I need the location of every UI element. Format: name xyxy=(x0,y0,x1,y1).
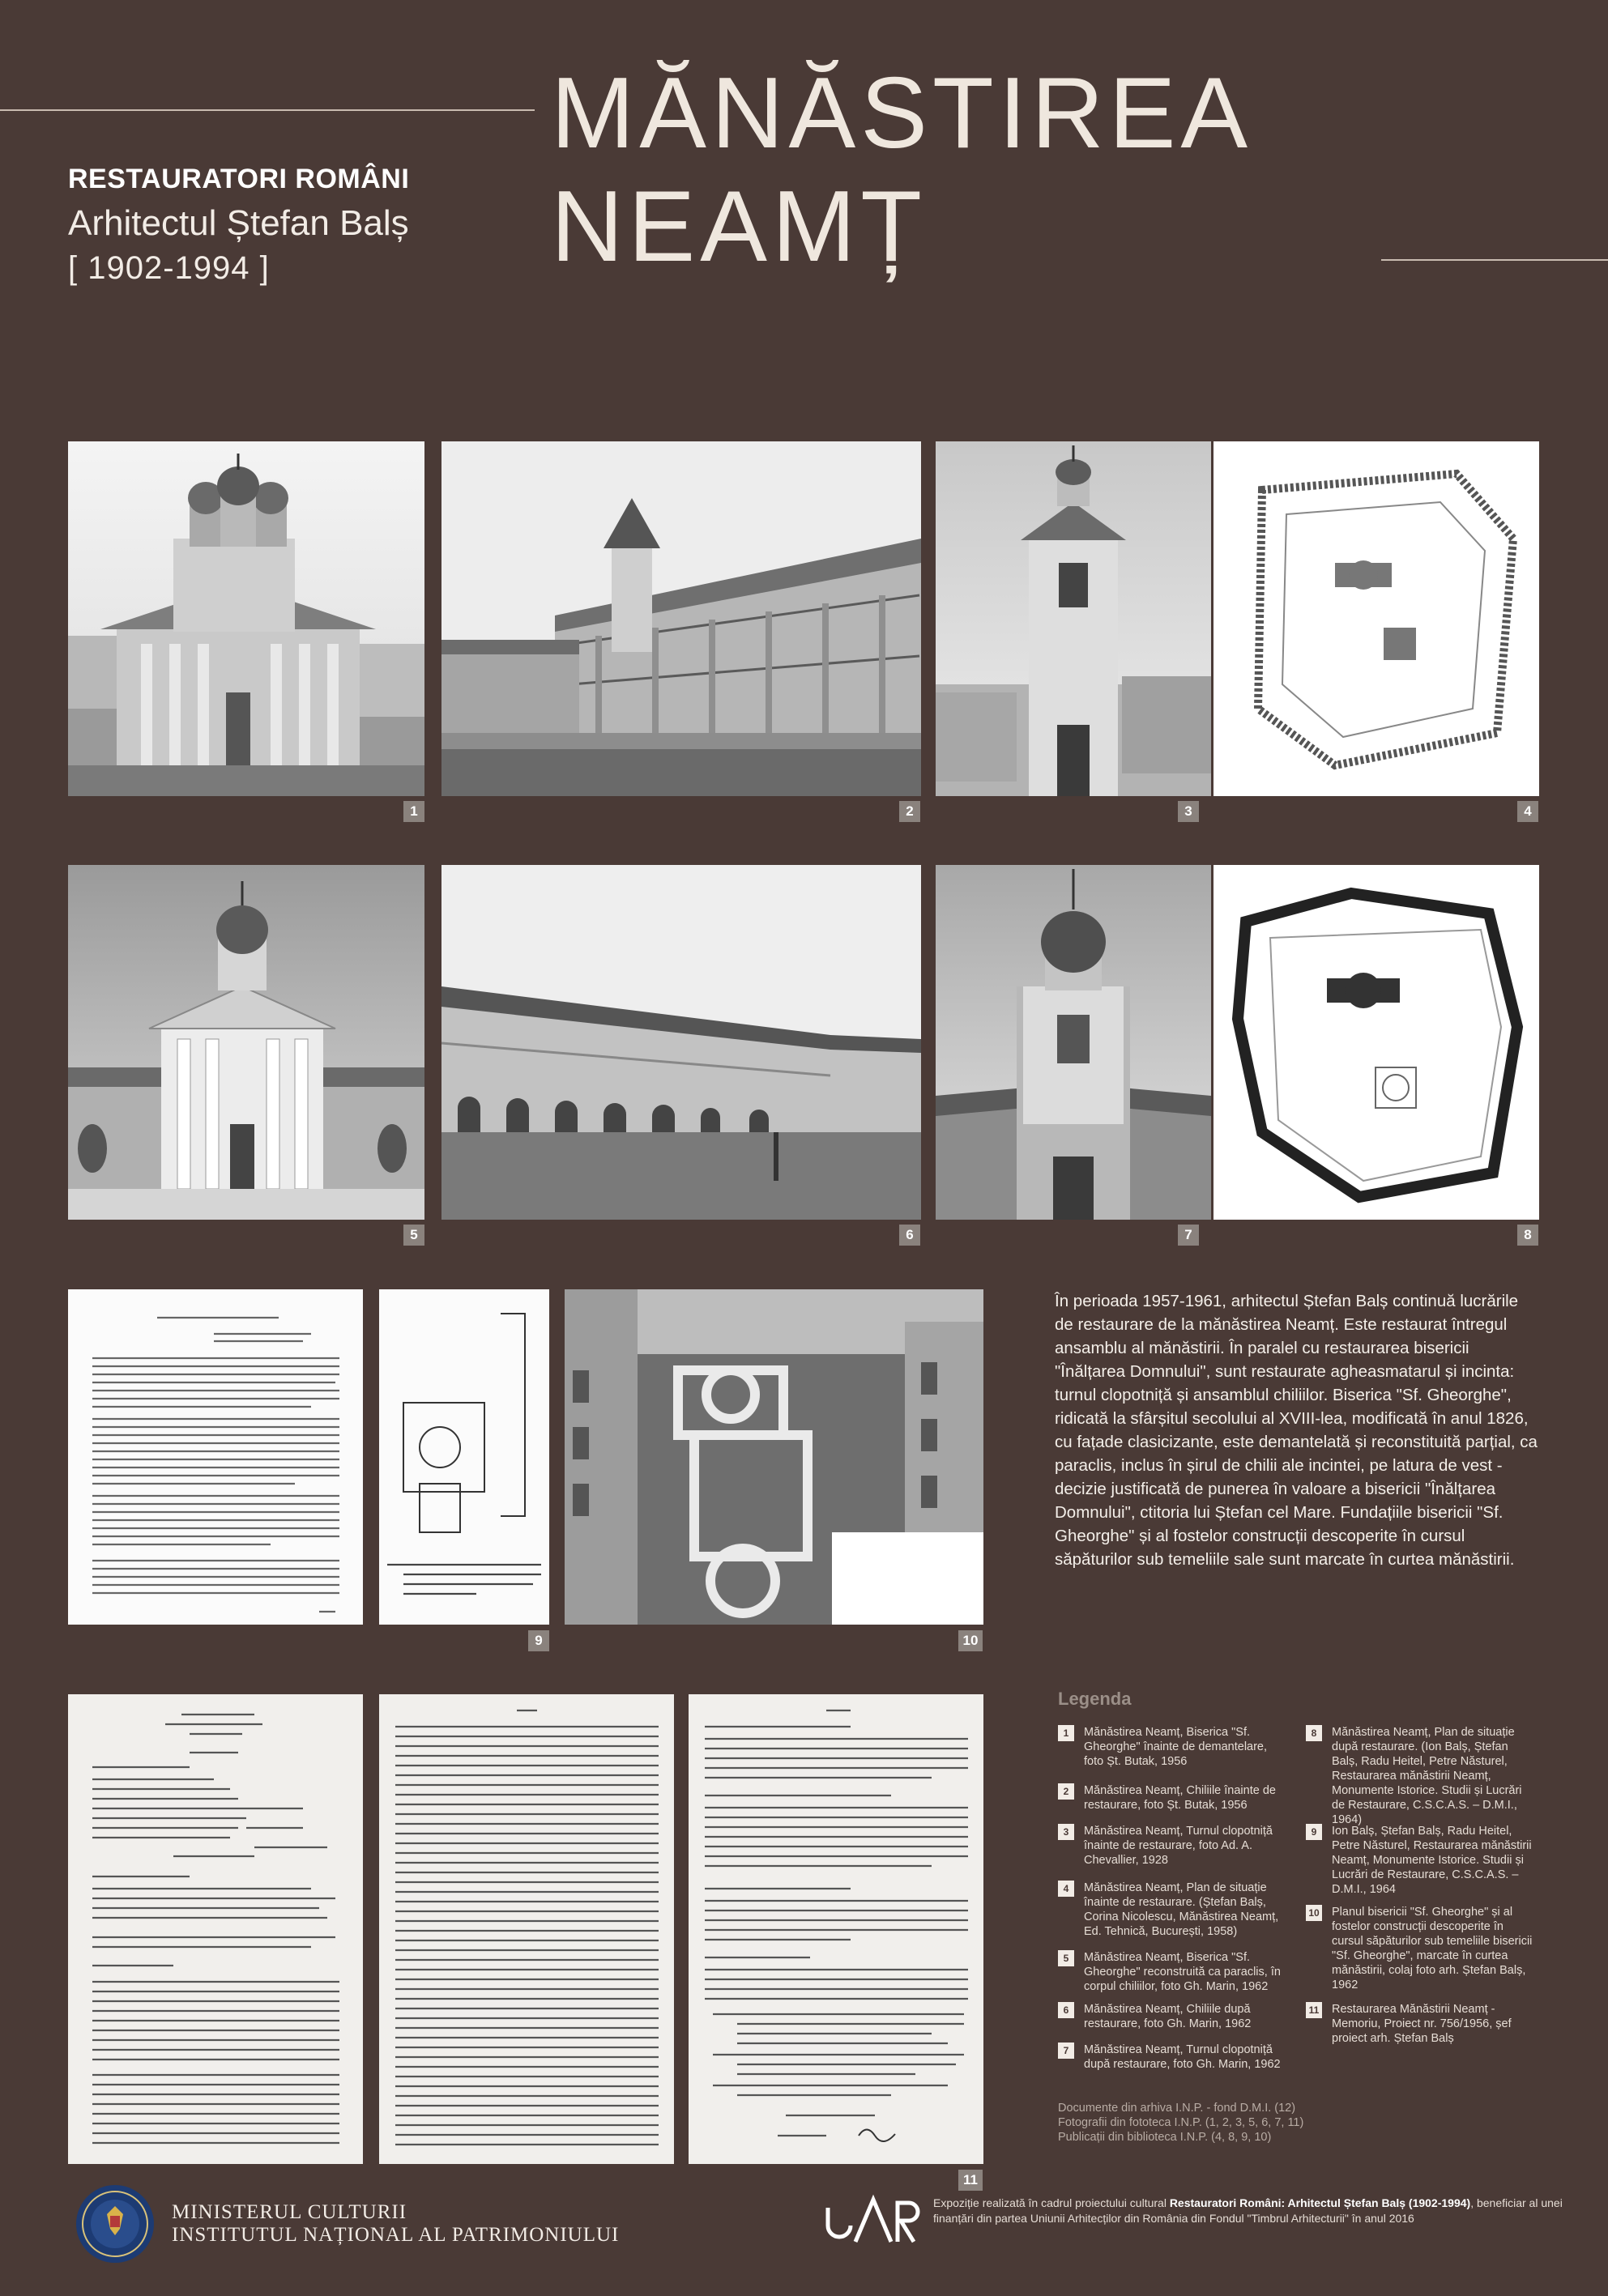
legend-item-9 xyxy=(1306,1824,1533,1897)
photo-9a-typed-page xyxy=(68,1289,363,1625)
legend-number-1: 1 xyxy=(1058,1725,1074,1741)
photo-11b-memoriu-page-2 xyxy=(379,1694,674,2164)
ministry-line-2: INSTITUTUL NAȚIONAL AL PATRIMONIULUI xyxy=(172,2224,620,2246)
legend-item-5 xyxy=(1058,1950,1285,1994)
photo-9b-plan-figure xyxy=(379,1289,549,1625)
photo-number-2: 2 xyxy=(899,801,920,822)
architect-years: [ 1902-1994 ] xyxy=(68,250,270,286)
source-line-1: Documente din arhiva I.N.P. - fond D.M.I. (12) xyxy=(1058,2102,1296,2115)
series-title: RESTAURATORI ROMÂNI xyxy=(68,164,410,194)
legend-number-4: 4 xyxy=(1058,1881,1074,1897)
legend-text-1: Mănăstirea Neamț, Biserica "Sf. Gheorghe" înainte de demantelare, foto Șt. Butak, 1956 xyxy=(1084,1726,1268,1768)
legend-item-7 xyxy=(1058,2043,1285,2072)
legend-item-11 xyxy=(1306,2002,1533,2046)
header-left xyxy=(68,164,409,287)
photo-number-3: 3 xyxy=(1178,801,1199,822)
source-line-2: Fotografii din fototeca I.N.P. (1, 2, 3, 5, 6, 7, 11) xyxy=(1058,2116,1304,2129)
title-line-1: MĂNĂSTIREA xyxy=(551,58,1253,169)
photo-8-site-plan-after xyxy=(1213,865,1539,1220)
legend-number-6: 6 xyxy=(1058,2002,1074,2018)
page-title xyxy=(551,57,1252,283)
photo-number-8: 8 xyxy=(1517,1225,1538,1246)
legend-item-6 xyxy=(1058,2002,1285,2031)
legend-number-9: 9 xyxy=(1306,1824,1322,1840)
legend-item-3 xyxy=(1058,1824,1285,1868)
legend-text-4: Mănăstirea Neamț, Plan de situație înainte de restaurare. (Ștefan Balș, Corina Nicolescu, Mănăstirea Neamț, Ed. Tehnică, București, 1958) xyxy=(1084,1881,1279,1938)
title-line-2: NEAMȚ xyxy=(551,171,927,283)
ministry-line-1: MINISTERUL CULTURII xyxy=(172,2201,407,2223)
legend-number-2: 2 xyxy=(1058,1783,1074,1800)
ministry-name xyxy=(172,2201,619,2247)
photo-1-church-before xyxy=(68,441,424,796)
legend-item-4 xyxy=(1058,1881,1285,1939)
inp-seal-logo xyxy=(75,2183,156,2264)
photo-3-bell-tower-before xyxy=(936,441,1211,796)
legend-text-11: Restaurarea Mănăstirii Neamț - Memoriu, Proiect nr. 756/1956, șef proiect arh. Ștefan Balș xyxy=(1332,2003,1512,2045)
legend-number-11: 11 xyxy=(1306,2002,1322,2018)
photo-number-11: 11 xyxy=(958,2170,983,2191)
photo-number-4: 4 xyxy=(1517,801,1538,822)
legend-text-10: Planul bisericii "Sf. Gheorghe" și al fostelor construcții descoperite în cursul săpăturilor sub temeliile bisericii "Sf. Gheorghe", marcate în curtea mănăstirii, colaj foto arh. Ștefan Balș, 1962 xyxy=(1332,1906,1533,1991)
source-line-3: Publicații din biblioteca I.N.P. (4, 8, 9, 10) xyxy=(1058,2131,1272,2144)
legend-number-3: 3 xyxy=(1058,1824,1074,1840)
architect-name: Arhitectul Ștefan Balș xyxy=(68,203,409,243)
legend-number-8: 8 xyxy=(1306,1725,1322,1741)
photo-6-cells-after xyxy=(441,865,921,1220)
legend-text-6: Mănăstirea Neamț, Chiliile după restaurare, foto Gh. Marin, 1962 xyxy=(1084,2003,1252,2030)
footer-note-project: Restauratori Români: Arhitectul Ștefan Balș (1902-1994) xyxy=(1169,2196,1471,2209)
photo-number-7: 7 xyxy=(1178,1225,1199,1246)
photo-11a-memoriu-page-1 xyxy=(68,1694,363,2164)
legend-item-10 xyxy=(1306,1905,1533,1992)
photo-number-1: 1 xyxy=(403,801,424,822)
photo-10-courtyard-collage xyxy=(565,1289,983,1625)
legend-text-2: Mănăstirea Neamț, Chiliile înainte de restaurare, foto Șt. Butak, 1956 xyxy=(1084,1784,1276,1812)
photo-number-9: 9 xyxy=(528,1630,549,1651)
legend-item-8 xyxy=(1306,1725,1533,1827)
legend-number-10: 10 xyxy=(1306,1905,1322,1921)
footer-note-suffix: , beneficiar al unei finanțări din partea Uniunii Arhitecților din România din Fondul "Timbrul Arhitecturii" în anul 2016 xyxy=(933,2196,1563,2225)
photo-7-bell-tower-after xyxy=(936,865,1211,1220)
legend-text-3: Mănăstirea Neamț, Turnul clopotniță înainte de restaurare, foto Ad. A. Chevallier, 1928 xyxy=(1084,1825,1273,1867)
legend-title: Legenda xyxy=(1058,1689,1132,1709)
legend-number-7: 7 xyxy=(1058,2043,1074,2059)
photo-number-5: 5 xyxy=(403,1225,424,1246)
legend-text-9: Ion Balș, Ștefan Balș, Radu Heitel, Petre Năsturel, Restaurarea mănăstirii Neamț, Monumente Istorice. Studii și Lucrări de Restaurare, C.S.C.A.S. – D.M.I., 1964 xyxy=(1332,1825,1532,1896)
footer-note xyxy=(933,2196,1573,2226)
photo-5-church-after xyxy=(68,865,424,1220)
photo-number-10: 10 xyxy=(958,1630,983,1651)
photo-number-6: 6 xyxy=(899,1225,920,1246)
legend-text-8: Mănăstirea Neamț, Plan de situație după restaurare. (Ion Balș, Ștefan Balș, Radu Heitel, Petre Năsturel, Restaurarea mănăstirii Neamț, Monumente Istorice. Studii și Lucrări de Restaurare, C.S.C.A.S. – D.M.I., 1964) xyxy=(1332,1726,1522,1826)
legend-item-2 xyxy=(1058,1783,1285,1813)
description-text: În perioada 1957-1961, arhitectul Ștefan Balș continuă lucrările de restaurare de la mănăstirea Neamț. Este restaurat întregul ansamblu al mănăstirii. În paralel cu restaurarea bisericii "Înălțarea Domnului", sunt restaurate agheasmatarul și incinta: turnul clopotniță și ansamblul chiliilor. Biserica "Sf. Gheorghe", ridicată la sfârșitul secolului al XVIII-lea, modificată în anul 1826, cu fațade clasicizante, este demantelată și reconstituită parțial, ca paraclis, inclus în șirul de chilii ale incintei, pe latura de vest - decizie justificată de punerea în valoare a bisericii "Înălțarea Domnului", ctitoria lui Ștefan cel Mare. Fundațiile bisericii "Sf. Gheorghe" și al fostelor construcții descoperite în cursul săpăturilor sub temeliile sale sunt marcate în curtea mănăstirii. xyxy=(1055,1292,1538,1569)
photo-4-site-plan-before xyxy=(1213,441,1539,796)
footer-note-prefix: Expoziție realizată în cadrul proiectului cultural xyxy=(933,2196,1170,2209)
header-rule-left xyxy=(0,109,535,111)
uar-logo xyxy=(823,2192,920,2248)
photo-11c-memoriu-page-3 xyxy=(689,1694,983,2164)
legend-text-5: Mănăstirea Neamț, Biserica "Sf. Gheorghe" reconstruită ca paraclis, în corpul chiliilor, foto Gh. Marin, 1962 xyxy=(1084,1951,1281,1993)
header-rule-right xyxy=(1381,259,1608,261)
legend-item-1 xyxy=(1058,1725,1285,1769)
legend-number-5: 5 xyxy=(1058,1950,1074,1966)
legend-text-7: Mănăstirea Neamț, Turnul clopotniță după restaurare, foto Gh. Marin, 1962 xyxy=(1084,2043,1281,2071)
photo-2-cells-before xyxy=(441,441,921,796)
